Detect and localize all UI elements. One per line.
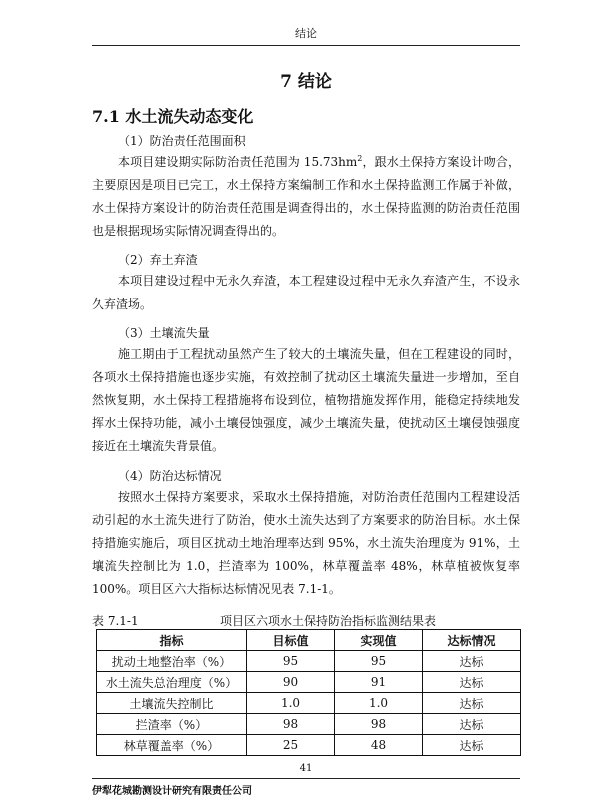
running-header: 结论 xyxy=(295,27,317,40)
table-number: 表 7.1-1 xyxy=(92,614,139,628)
item-heading-4: （4）防治达标情况 xyxy=(118,469,222,483)
col-header-achieved: 实现值 xyxy=(335,630,423,651)
cell-target: 1.0 xyxy=(247,693,335,714)
cell-indicator: 土壤流失控制比 xyxy=(97,693,247,714)
footer-organization: 伊犁花城勘测设计研究有限责任公司 xyxy=(92,786,252,797)
item-heading-2: （2）弃土弃渣 xyxy=(118,253,198,267)
p1-text-b: ，跟水土保持方案设计吻合，主要原因是项目已完工，水土保持方案编制工作和水土保持监测工作属于补做，水土保持方案设计的防治责任范围是调查得出的，水土保持监测的防治责任范围也是根据现场实际情况调查得出的。 xyxy=(92,155,520,238)
page-number: 41 xyxy=(299,763,313,774)
cell-achieved: 91 xyxy=(335,672,423,693)
col-header-target: 目标值 xyxy=(247,630,335,651)
paragraph-compliance xyxy=(92,486,520,601)
cell-status: 达标 xyxy=(423,672,521,693)
p1-text-a: 本项目建设期实际防治责任范围为 15.73hm xyxy=(118,155,358,169)
cell-status: 达标 xyxy=(423,651,521,672)
cell-status: 达标 xyxy=(423,735,521,756)
cell-target: 25 xyxy=(247,735,335,756)
cell-achieved: 1.0 xyxy=(335,693,423,714)
cell-indicator: 水土流失总治理度（%） xyxy=(97,672,247,693)
cell-target: 90 xyxy=(247,672,335,693)
p2-text: 本项目建设过程中无永久弃渣，本工程建设过程中无永久弃渣产生，不设永久弃渣场。 xyxy=(92,274,520,311)
cell-status: 达标 xyxy=(423,714,521,735)
cell-status: 达标 xyxy=(423,693,521,714)
p1-superscript: 2 xyxy=(357,154,363,163)
cell-achieved: 48 xyxy=(335,735,423,756)
table-row xyxy=(97,693,521,714)
item-heading-3: （3）土壤流失量 xyxy=(118,326,210,340)
paragraph-soil-loss xyxy=(92,343,520,458)
col-header-indicator: 指标 xyxy=(97,630,247,651)
table-title: 项目区六项水土保持防治指标监测结果表 xyxy=(220,614,437,628)
table-row xyxy=(97,714,521,735)
cell-target: 98 xyxy=(247,714,335,735)
cell-indicator: 扰动土地整治率（%） xyxy=(97,651,247,672)
cell-target: 95 xyxy=(247,651,335,672)
table-row xyxy=(97,735,521,756)
footer-divider xyxy=(92,778,520,779)
paragraph-responsibility-area xyxy=(92,151,520,243)
table-row xyxy=(97,651,521,672)
table-row xyxy=(97,672,521,693)
p3-text: 施工期由于工程扰动虽然产生了较大的土壤流失量，但在工程建设的同时，各项水土保持措施也逐步实施，有效控制了扰动区土壤流失量进一步增加，至自然恢复期，水土保持工程措施将布设到位，植物措施发挥作用，能稳定持续地发挥水土保持功能，减小土壤侵蚀强度，减少土壤流失量，使扰动区土壤侵蚀强度接近在土壤流失背景值。 xyxy=(92,347,520,453)
item-heading-1: （1）防治责任范围面积 xyxy=(118,134,246,148)
cell-indicator: 拦渣率（%） xyxy=(97,714,247,735)
p4-text: 按照水土保持方案要求，采取水土保持措施，对防治责任范围内工程建设活动引起的水土流失进行了防治，使水土流失达到了方案要求的防治目标。水土保持措施实施后，项目区扰动土地治理率达到 95%，水土流失治理度为 91%，土壤流失控制比为 1.0，拦渣率为 100%，林草覆盖率 48%，林草植被恢复率 100%。项目区六大指标达标情况见表 7.1-1。 xyxy=(92,490,520,596)
table-header-row xyxy=(97,630,521,651)
header-divider xyxy=(92,45,520,46)
section-title: 7.1 水土流失动态变化 xyxy=(92,107,254,126)
paragraph-spoil xyxy=(92,270,520,316)
col-header-status: 达标情况 xyxy=(423,630,521,651)
chapter-title: 7 结论 xyxy=(280,72,332,92)
cell-achieved: 98 xyxy=(335,714,423,735)
indicators-table xyxy=(96,629,521,756)
cell-indicator: 林草覆盖率（%） xyxy=(97,735,247,756)
cell-achieved: 95 xyxy=(335,651,423,672)
